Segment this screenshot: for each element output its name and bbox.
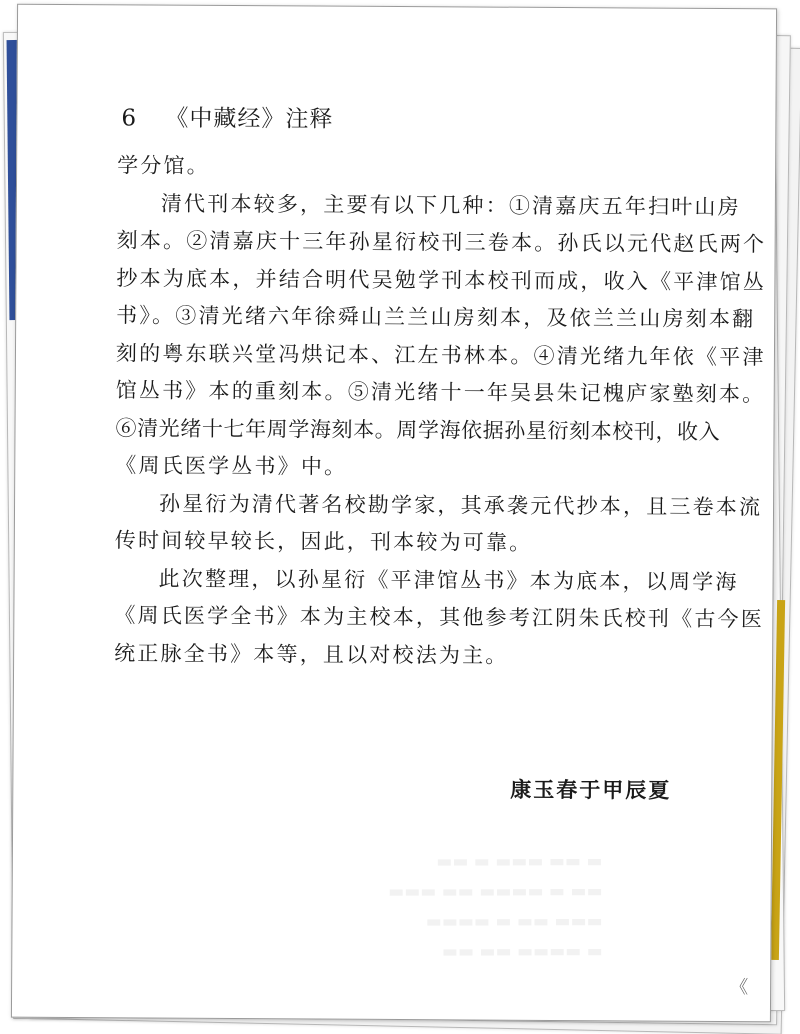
text-line: 馆丛书》本的重刻本。⑤清光绪十一年吴县朱记槐庐家塾刻本。 bbox=[115, 378, 766, 407]
text-line: 清代刊本较多，主要有以下几种：①清嘉庆五年扫叶山房 bbox=[160, 191, 741, 219]
text-line: 刻本。②清嘉庆十三年孙星衍校刊三卷本。孙氏以元代赵氏两个 bbox=[116, 228, 767, 257]
text-line: 《周氏医学丛书》中。 bbox=[115, 453, 348, 479]
text-line: 孙星衍为清代著名校勘学家，其承袭元代抄本，且三卷本流 bbox=[158, 491, 763, 519]
text-line: 书》。③清光绪六年徐舜山兰兰山房刻本，及依兰兰山房刻本翻 bbox=[116, 303, 756, 332]
text-line: 此次整理，以孙星衍《平津馆丛书》本为底本，以周学海 bbox=[158, 566, 739, 594]
text-line: 《周氏医学全书》本为主校本，其他参考江阴朱氏校刊《古今医 bbox=[114, 603, 765, 632]
author-signature: 康玉春于甲辰夏 bbox=[510, 776, 672, 803]
page-header bbox=[121, 99, 333, 133]
text-line: ⑥清光绪十七年周学海刻本。周学海依据孙星衍刻本校刊，收入 bbox=[115, 415, 721, 444]
text-line: 学分馆。 bbox=[117, 153, 211, 178]
page-curl-icon: 《 bbox=[730, 977, 749, 999]
body-text bbox=[114, 153, 767, 684]
page-number: 6 bbox=[121, 105, 138, 132]
text-line: 统正脉全书》本等，且以对校法为主。 bbox=[114, 640, 509, 668]
show-through-text: ▬ ▬▬ ▬▬▬ ▬ ▬▬ ▬▬ ▬ ▬▬▬▬ ▬▬ ▬▬▬ ▬▬▬ ▬▬ ▬ ▬▬▬▬ ▬ ▬▬▬▬ ▬▬ ▬▬ bbox=[388, 851, 603, 962]
text-line: 刻的粤东联兴堂冯烘记本、江左书林本。④清光绪九年依《平津 bbox=[115, 340, 766, 369]
text-line: 传时间较早较长，因此，刊本较为可靠。 bbox=[114, 528, 533, 555]
document-page bbox=[11, 4, 777, 1023]
running-title: 《中藏经》注释 bbox=[165, 105, 334, 133]
text-line: 抄本为底本，并结合明代吴勉学刊本校刊而成，收入《平津馆丛 bbox=[116, 265, 767, 294]
